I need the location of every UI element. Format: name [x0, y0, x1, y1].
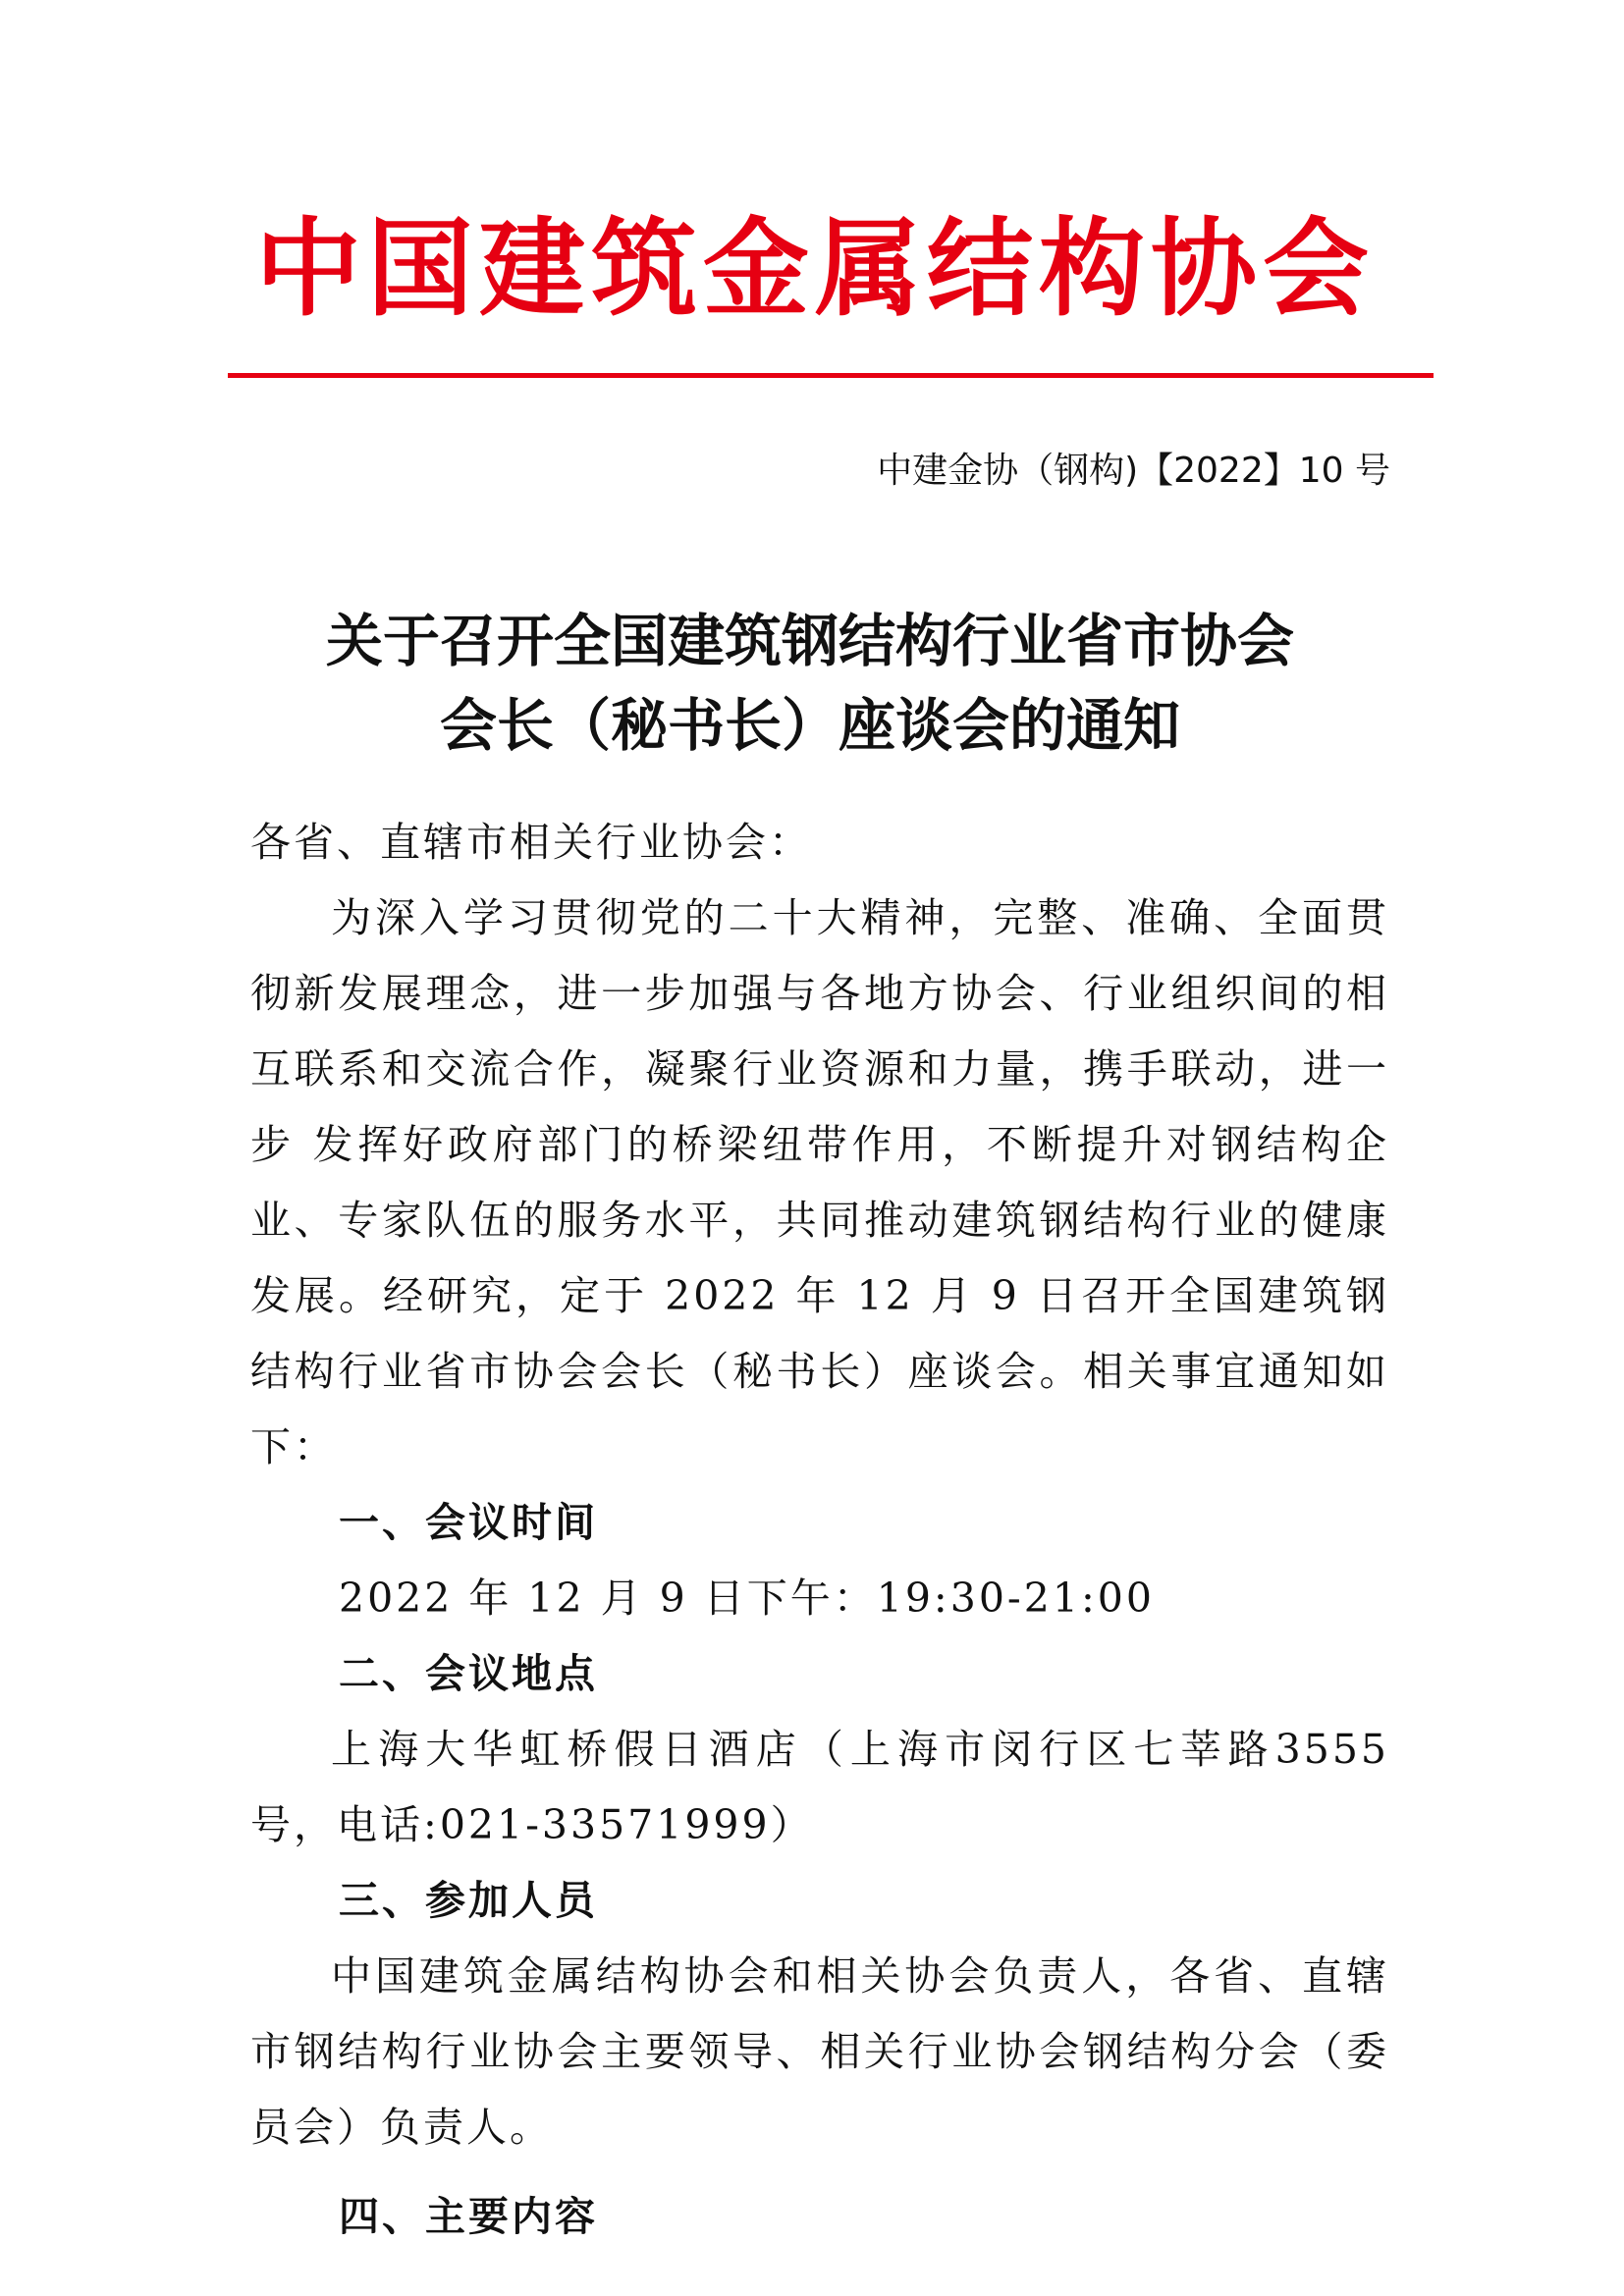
section-heading-venue: 二、会议地点: [339, 1650, 598, 1697]
participants-text: 中国建筑金属结构协会和相关协会负责人，各省、直辖市钢结构行业协会主要领导、相关行业协会钢结构分会（委员会）负责人。: [250, 1952, 1389, 2151]
salutation: 各省、直辖市相关行业协会：: [250, 819, 812, 866]
intro-paragraph: 为深入学习贯彻党的二十大精神，完整、准确、全面贯彻新发展理念，进一步加强与各地方协会、行业组织间的相互联系和交流合作，凝聚行业资源和力量，携手联动，进一步 发挥好政府部门的桥梁纽带作用，不断提升对钢结构企业、专家队伍的服务水平，共同推动建筑钢结构行业的健康发展。经研究，定于 2022 年 12 月 9 日召开全国建筑钢结构行业省市协会会长（秘书长）座谈会。相关事宜通知如下：: [250, 894, 1389, 1470]
section-heading-participants: 三、参加人员: [339, 1877, 598, 1924]
letterhead-org-name: 中国建筑金属结构协会: [254, 208, 1375, 331]
meeting-time-text: 2022 年 12 月 9 日下午：19:30-21:00: [339, 1575, 1155, 1622]
section-heading-time: 一、会议时间: [339, 1499, 598, 1546]
document-number: 中建金协（钢构)【2022】10 号: [877, 451, 1390, 491]
section-heading-content: 四、主要内容: [339, 2193, 598, 2240]
document-title-line-1: 关于召开全国建筑钢结构行业省市协会: [325, 608, 1294, 674]
document-title-line-2: 会长（秘书长）座谈会的通知: [439, 692, 1180, 759]
document-title: [226, 599, 1394, 768]
letterhead-red-rule: [228, 373, 1434, 378]
meeting-venue-text: 上海大华虹桥假日酒店（上海市闵行区七莘路3555号，电话:021-33571999）: [250, 1726, 1389, 1848]
document-body: [250, 805, 1389, 2255]
